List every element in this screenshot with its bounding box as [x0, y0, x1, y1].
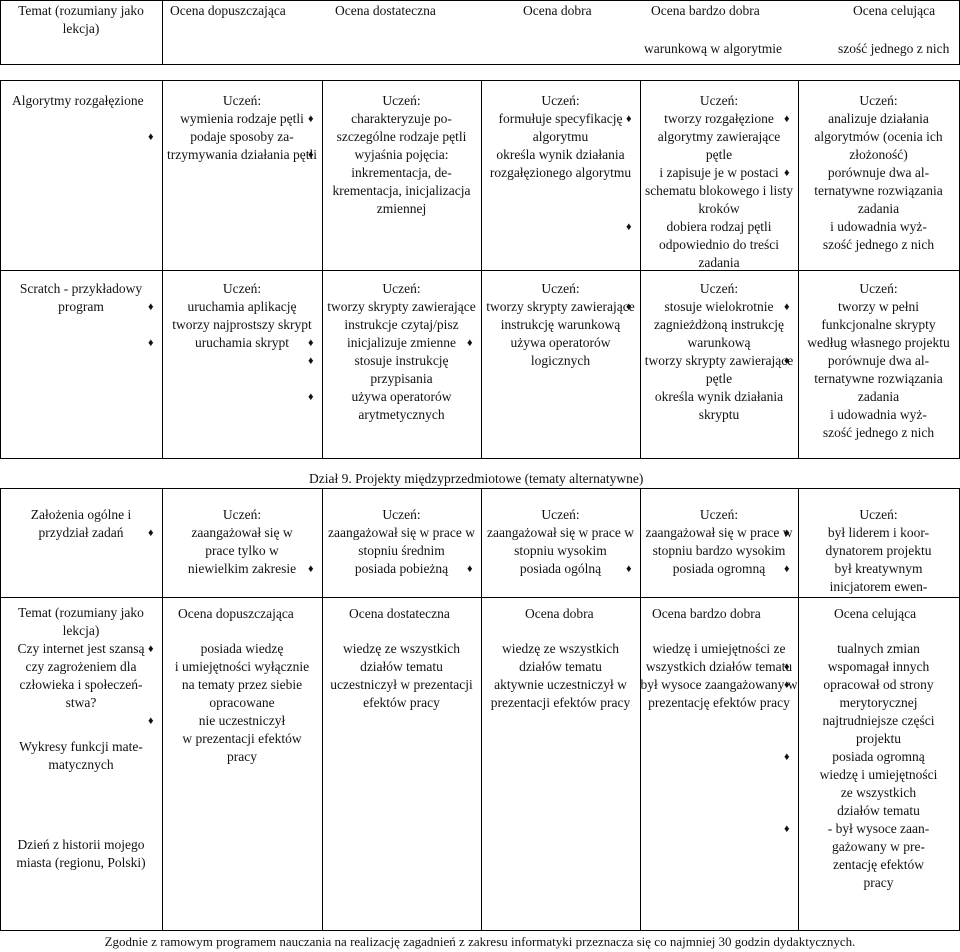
topic-cell	[0, 738, 162, 774]
criterion-bullet: ♦ posiada ogromną	[640, 560, 798, 578]
grade-header: Ocena dopuszczająca	[170, 3, 286, 18]
criterion-line: rozgałęzionego algorytmu	[489, 165, 632, 180]
criterion-line: algorytmów (ocenia ich	[814, 129, 943, 144]
criterion-line: prezentacji efektów pracy	[490, 695, 631, 710]
criterion-bullet: ♦ posiada wiedzę	[162, 640, 322, 658]
cell-continuation: warunkową w algorytmie	[644, 41, 782, 56]
criterion-line: pętle	[705, 371, 733, 386]
criterion-line: algorytmy zawierające	[657, 129, 781, 144]
grade-header: Ocena dostateczna	[335, 3, 436, 18]
criterion-line: wymienia rodzaje pętli	[180, 111, 304, 126]
uczen-label: Uczeń:	[859, 93, 898, 108]
grade-header: Ocena celująca	[834, 606, 917, 621]
criterion-line: zaangażował się w prace w	[645, 525, 793, 540]
criterion-line: wiedzę ze wszystkich	[502, 641, 619, 656]
row-divider	[0, 64, 960, 65]
criterion-bullet: ♦ analizuje działania	[798, 110, 959, 128]
uczen-label: Uczeń:	[699, 281, 739, 296]
topic-line: czy zagrożeniem dla	[25, 659, 137, 674]
grade-header: Ocena bardzo dobra	[651, 3, 760, 18]
grade-header: Ocena celująca	[853, 3, 936, 18]
criterion-line: zadania	[698, 255, 740, 270]
criterion-bullet: ♦ wspomagał innych	[798, 658, 959, 676]
criterion-bullet: ♦ tworzy w pełni	[798, 298, 959, 316]
uczen-label: Uczeń:	[382, 507, 421, 522]
criterion-bullet: ♦ porównuje dwa al-	[798, 164, 959, 182]
criteria-cell	[640, 280, 798, 424]
criteria-cell	[798, 506, 959, 596]
criterion-bullet: ♦ - był wysoce zaan-	[798, 820, 959, 838]
grade-header: Ocena dopuszczająca	[178, 606, 294, 621]
criteria-cell	[798, 92, 959, 254]
criterion-line: trzymywania działania pętli	[167, 147, 317, 162]
grade-header: Ocena dobra	[523, 3, 592, 18]
uczen-label: Uczeń:	[859, 507, 898, 522]
criterion-line: uczestniczył w prezentacji	[330, 677, 473, 692]
criterion-line: szość jednego z nich	[822, 237, 935, 252]
uczen-label: Uczeń:	[699, 93, 739, 108]
criteria-cell	[162, 92, 322, 164]
criterion-line: szczególne rodzaje pętli	[336, 129, 467, 144]
table-border-bottom	[0, 930, 960, 931]
topic-line: Wykresy funkcji mate-	[19, 739, 143, 754]
topic-line: matycznych	[48, 757, 114, 772]
criterion-line: zmiennej	[376, 201, 427, 216]
criteria-cell	[798, 640, 959, 892]
criterion-line: schematu blokowego i listy	[644, 183, 794, 198]
criterion-line: stopniu wysokim	[514, 543, 607, 558]
criterion-line: inkrementacja, de-	[351, 165, 452, 180]
criterion-line: i udowadnia wyż-	[830, 407, 927, 422]
criterion-line: funkcjonalne skrypty	[821, 317, 936, 332]
criterion-line: dynatorem projektu	[825, 543, 932, 558]
criterion-bullet: ♦ dobiera rodzaj pętli	[640, 218, 798, 236]
topic-line: stwa?	[65, 695, 97, 710]
criterion-bullet: ♦ był kreatywnym	[798, 560, 959, 578]
criterion-line: ternatywne rozwiązania	[814, 183, 943, 198]
criterion-line: wiedzę i umiejętności	[819, 767, 938, 782]
criterion-bullet: ♦ stosuje wielokrotnie	[640, 298, 798, 316]
uczen-label: Uczeń:	[382, 281, 421, 296]
table-border-top	[0, 0, 960, 1]
criterion-line: stopniu bardzo wysokim	[652, 543, 786, 558]
criterion-line: określa wynik działania	[654, 389, 784, 404]
topic-cell	[0, 506, 162, 542]
topic-header-line: lekcja)	[62, 21, 100, 36]
uczen-label: Uczeń:	[222, 281, 262, 296]
criterion-line: zentację efektów	[832, 857, 925, 872]
criterion-line: efektów pracy	[363, 695, 440, 710]
criteria-cell	[322, 92, 481, 218]
criterion-line: instrukcję warunkową	[500, 317, 621, 332]
topic-line: Czy internet jest szansą	[17, 641, 145, 656]
topic-line: Dzień z historii mojego	[17, 837, 145, 852]
criteria-cell	[640, 92, 798, 272]
criterion-bullet: ♦ uruchamia aplikację	[162, 298, 322, 316]
criterion-line: krementacja, inicjalizacja	[332, 183, 471, 198]
criterion-line: i udowadnia wyż-	[830, 219, 927, 234]
criterion-line: i zapisuje je w postaci	[659, 165, 779, 180]
criterion-bullet: ♦ porównuje dwa al-	[798, 352, 959, 370]
row-divider	[0, 488, 960, 489]
criterion-bullet: ♦ posiada ogromną	[798, 748, 959, 766]
col-divider	[0, 80, 1, 458]
uczen-label: Uczeń:	[222, 507, 262, 522]
criterion-line: pracy	[863, 875, 894, 890]
section-heading: Dział 9. Projekty międzyprzedmiotowe (tematy alternatywne)	[309, 471, 644, 486]
criteria-cell	[798, 280, 959, 442]
col-divider	[162, 0, 163, 64]
criterion-line: kroków	[698, 201, 740, 216]
criterion-line: działów tematu	[519, 659, 602, 674]
criterion-line: zaangażował się w prace w	[487, 525, 634, 540]
criterion-bullet: ♦ stosuje instrukcję	[322, 352, 481, 370]
criterion-bullet: ♦ charakteryzuje po-	[322, 110, 481, 128]
criterion-line: według własnego projektu	[807, 335, 950, 350]
criterion-line: logicznych	[530, 353, 591, 368]
topic-line: przydział zadań	[38, 525, 124, 540]
criterion-bullet: ♦ nie uczestniczył	[162, 712, 322, 730]
criteria-cell	[640, 506, 798, 578]
grade-header: Ocena dobra	[525, 606, 594, 621]
topic-cell	[0, 640, 162, 712]
topic-line: Założenia ogólne i	[30, 507, 132, 522]
uczen-label: Uczeń:	[222, 93, 262, 108]
criterion-line: opracowane	[209, 695, 275, 710]
criterion-line: arytmetycznych	[358, 407, 445, 422]
row-divider	[0, 597, 960, 598]
criterion-line: przypisania	[370, 371, 433, 386]
cell-continuation: szość jednego z nich	[838, 41, 950, 56]
criterion-line: algorytmu	[532, 129, 589, 144]
criterion-line: inicjatorem ewen-	[829, 579, 928, 594]
criterion-line: skryptu	[698, 407, 740, 422]
criterion-line: był wysoce zaangażowany w	[640, 677, 798, 692]
row-divider	[0, 80, 960, 81]
topic-header-line: Temat (rozumiany jako	[18, 3, 144, 18]
uczen-label: Uczeń:	[859, 281, 898, 296]
criterion-bullet: ♦ zaangażował się w	[162, 524, 322, 542]
uczen-label: Uczeń:	[541, 507, 580, 522]
criterion-bullet: ♦ tworzy rozgałęzione	[640, 110, 798, 128]
criterion-line: wszystkich działów tematu	[645, 659, 793, 674]
criteria-cell	[481, 280, 640, 370]
topic-line: program	[58, 299, 104, 314]
criterion-line: formułuje specyfikację	[498, 111, 623, 126]
criterion-bullet: ♦ inicjalizuje zmienne	[322, 334, 481, 352]
criteria-cell	[162, 506, 322, 578]
criteria-cell	[481, 506, 640, 578]
criterion-line: prezentację efektów pracy	[648, 695, 790, 710]
criterion-line: merytorycznej	[839, 695, 918, 710]
criterion-bullet: ♦ opracował od strony	[798, 676, 959, 694]
criterion-line: na tematy przez siebie	[181, 677, 303, 692]
criterion-line: warunkową	[687, 335, 751, 350]
uczen-label: Uczeń:	[699, 507, 739, 522]
criterion-line: złożoność)	[849, 147, 908, 162]
topic-cell	[0, 836, 162, 872]
criteria-cell	[162, 640, 322, 766]
criterion-line: instrukcje czytaj/pisz	[344, 317, 459, 332]
topic-header-line: lekcja)	[62, 623, 100, 638]
uczen-label: Uczeń:	[382, 93, 421, 108]
topic-line: człowieka i społeczeń-	[19, 677, 143, 692]
topic-line: Scratch - przykładowy	[19, 281, 143, 296]
criterion-line: działów tematu	[837, 803, 920, 818]
criterion-line: gażowany w pre-	[832, 839, 925, 854]
criterion-line: określa wynik działania	[496, 147, 625, 162]
uczen-label: Uczeń:	[541, 93, 580, 108]
criterion-line: projektu	[856, 731, 901, 746]
criterion-line: wiedzę ze wszystkich	[343, 641, 460, 656]
criterion-line: stopniu średnim	[358, 543, 445, 558]
grade-header: Ocena bardzo dobra	[652, 606, 761, 621]
criterion-line: w prezentacji efektów	[182, 731, 302, 746]
criteria-cell	[162, 280, 322, 352]
criteria-cell	[322, 280, 481, 424]
criterion-line: zaangażował się w prace w	[328, 525, 475, 540]
topic-line: miasta (regionu, Polski)	[16, 855, 146, 870]
criterion-line: niewielkim zakresie	[187, 561, 297, 576]
topic-cell: Algorytmy rozgałęzione	[12, 93, 144, 108]
uczen-label: Uczeń:	[541, 281, 580, 296]
criterion-line: aktywnie uczestniczył w	[494, 677, 627, 692]
criterion-line: wiedzę i umiejętności ze	[652, 641, 786, 656]
criterion-line: zadania	[857, 201, 900, 216]
criterion-line: tualnych zmian	[837, 641, 920, 656]
footer-note: Zgodnie z ramowym programem nauczania na realizację zagadnień z zakresu informatyki przeznacza się co najmniej 30 godzin dydaktycznych.	[104, 934, 856, 949]
criterion-line: ze wszystkich	[840, 785, 917, 800]
topic-cell	[0, 280, 162, 316]
criterion-line: działów tematu	[360, 659, 443, 674]
criterion-bullet: ♦ posiada ogólną	[481, 560, 640, 578]
criteria-cell	[640, 640, 798, 712]
criterion-bullet: ♦ używa operatorów	[322, 388, 481, 406]
topic-header-line: Temat (rozumiany jako	[18, 605, 144, 620]
criterion-line: najtrudniejsze części	[822, 713, 935, 728]
criterion-line: i umiejętności wyłącznie	[174, 659, 310, 674]
criteria-cell	[481, 92, 640, 182]
criterion-line: szość jednego z nich	[822, 425, 935, 440]
criterion-line: odpowiednio do treści	[659, 237, 779, 252]
criterion-line: ternatywne rozwiązania	[814, 371, 943, 386]
criterion-line: tworzy skrypty zawierające	[644, 353, 794, 368]
criteria-cell	[322, 506, 481, 578]
topic-header	[0, 604, 162, 640]
criterion-line: tworzy skrypty zawierające	[486, 299, 635, 314]
topic-header	[0, 2, 162, 38]
row-divider	[0, 270, 960, 271]
criterion-bullet: ♦ był liderem i koor-	[798, 524, 959, 542]
criterion-line: zadania	[857, 389, 900, 404]
criterion-line: pętle	[705, 147, 733, 162]
criterion-line: pracy	[227, 749, 257, 764]
criterion-line: zagnieżdżoną instrukcję	[653, 317, 785, 332]
criterion-bullet: ♦ używa operatorów	[481, 334, 640, 352]
criterion-bullet: ♦ uruchamia skrypt	[162, 334, 322, 352]
criteria-cell	[322, 640, 481, 712]
criterion-bullet: ♦ wyjaśnia pojęcia:	[322, 146, 481, 164]
row-divider	[0, 458, 960, 459]
criterion-line: tworzy najprostszy skrypt	[172, 317, 312, 332]
criterion-bullet: ♦ podaje sposoby za-	[162, 128, 322, 146]
criteria-cell	[481, 640, 640, 712]
criterion-line: tworzy skrypty zawierające	[327, 299, 476, 314]
criterion-line: prace tylko w	[205, 543, 279, 558]
criterion-bullet: ♦ posiada pobieżną	[322, 560, 481, 578]
grade-header: Ocena dostateczna	[349, 606, 450, 621]
